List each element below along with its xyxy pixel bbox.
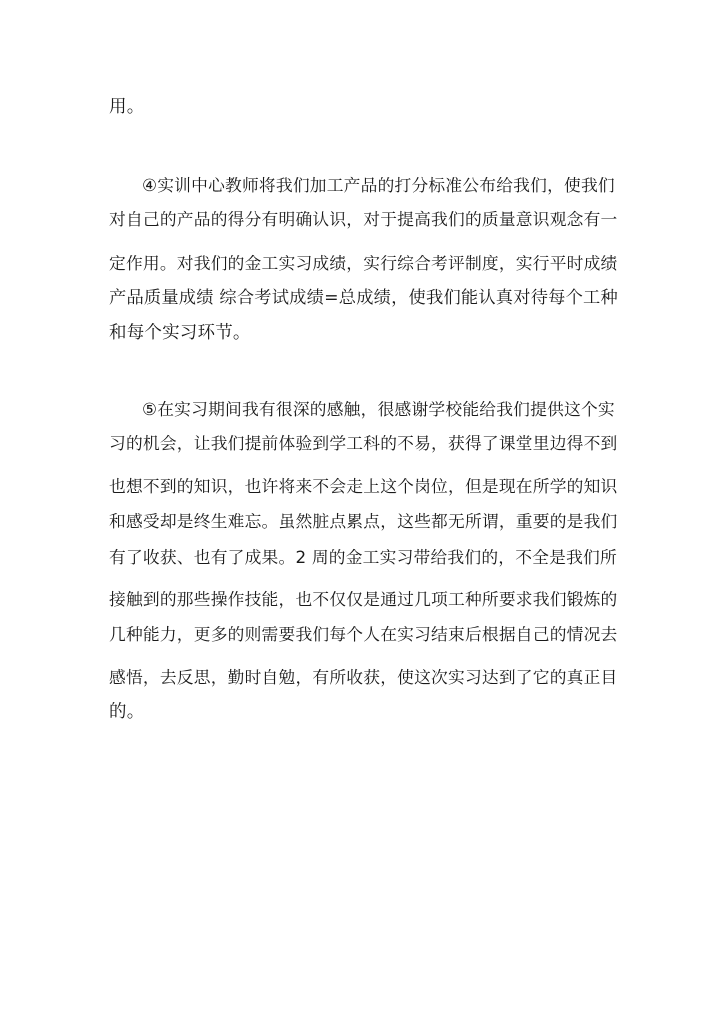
paragraph-4-line: 对自己的产品的得分有明确认识，对于提高我们的质量意识观念有一: [109, 209, 618, 229]
paragraph-5-line: 有了收获、也有了成果。2 周的金工实习带给我们的，不全是我们所: [109, 547, 617, 567]
paragraph-5-line: 习的机会，让我们提前体验到学工科的不易，获得了课堂里边得不到: [109, 433, 618, 453]
paragraph-5-line: 也想不到的知识，也许将来不会走上这个岗位，但是现在所学的知识: [109, 476, 618, 496]
intro-tail-line: 用。: [109, 97, 145, 117]
paragraph-4-line: 和每个实习环节。: [109, 323, 251, 343]
paragraph-5-line: 几种能力，更多的则需要我们每个人在实习结束后根据自己的情况去: [109, 624, 618, 644]
paragraph-4-line: 定作用。对我们的金工实习成绩，实行综合考评制度，实行平时成绩: [109, 253, 618, 273]
paragraph-4-line: 产品质量成绩 综合考试成绩=总成绩，使我们能认真对待每个工种: [109, 288, 618, 308]
paragraph-5-line: 的。: [109, 702, 145, 722]
paragraph-5-line: 接触到的那些操作技能，也不仅仅是通过几项工种所要求我们锻炼的: [109, 589, 618, 609]
paragraph-5-line: ⑤在实习期间我有很深的感触，很感谢学校能给我们提供这个实: [142, 399, 615, 419]
paragraph-4-line: ④实训中心教师将我们加工产品的打分标准公布给我们，使我们: [142, 175, 615, 195]
paragraph-5-line: 感悟，去反思，勤时自勉，有所收获，使这次实习达到了它的真正目: [109, 667, 618, 687]
paragraph-5-line: 和感受却是终生难忘。虽然脏点累点，这些都无所谓，重要的是我们: [109, 511, 618, 531]
